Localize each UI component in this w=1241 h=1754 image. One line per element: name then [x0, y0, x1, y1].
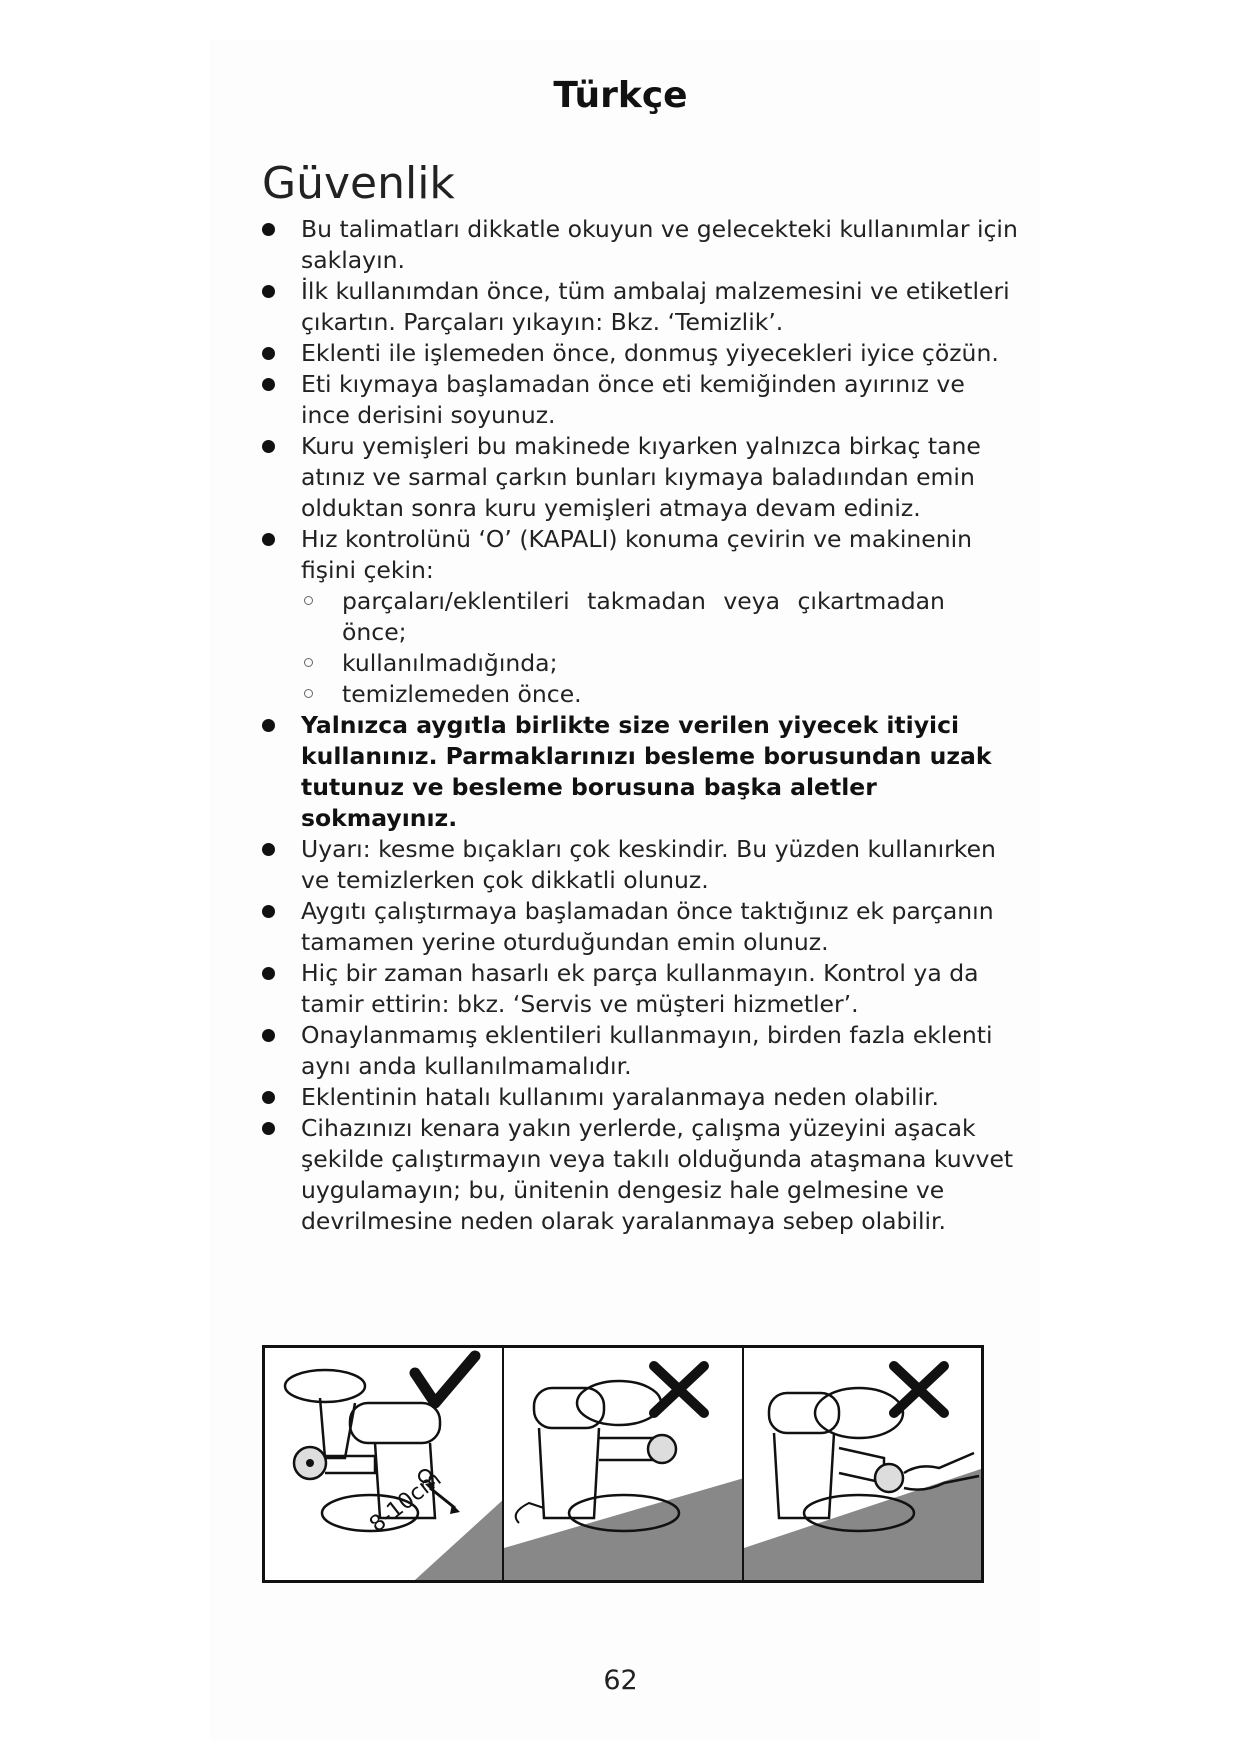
- panel-correct: [265, 1348, 504, 1580]
- language-heading: Türkçe: [553, 75, 688, 116]
- list-item: Eti kıymaya başlamadan önce eti kemiğinden ayırınız ve ince derisini soyunuz.: [260, 369, 1020, 431]
- section-title: Güvenlik: [262, 158, 455, 209]
- mixer-head: [350, 1403, 440, 1443]
- countertop-edge: [504, 1478, 743, 1580]
- circle-bullet-icon: [304, 596, 313, 605]
- distance-label: 8-10cm: [365, 1466, 447, 1538]
- list-item: Uyarı: kesme bıçakları çok keskindir. Bu yüzden kullanırken ve temizlerken çok dikkatli olunuz.: [260, 834, 1020, 896]
- bullet-icon: [262, 1029, 275, 1042]
- bullet-icon: [262, 843, 275, 856]
- mixer-correct-illustration: [265, 1348, 504, 1580]
- hand-illustration: [904, 1453, 974, 1473]
- list-item: İlk kullanımdan önce, tüm ambalaj malzemesini ve etiketleri çıkartın. Parçaları yıkayın: Bkz. ‘Temizlik’.: [260, 276, 1020, 338]
- list-item: Bu talimatları dikkatle okuyun ve gelecekteki kullanımlar için saklayın.: [260, 214, 1020, 276]
- bullet-icon: [262, 440, 275, 453]
- list-item: Onaylanmamış eklentileri kullanmayın, birden fazla eklenti aynı anda kullanılmamalıdır.: [260, 1020, 1020, 1082]
- list-item: Cihazınızı kenara yakın yerlerde, çalışma yüzeyini aşacak şekilde çalıştırmayın veya takılı olduğunda ataşmana kuvvet uygulamayın; bu, ünitenin dengesiz hale gelmesine ve devrilmesine neden olarak yaralanmaya sebep olabilir.: [260, 1113, 1020, 1237]
- countertop-edge: [744, 1468, 981, 1580]
- sub-list-item: kullanılmadığında;: [301, 648, 1020, 679]
- list-item: Kuru yemişleri bu makinede kıyarken yalnızca birkaç tane atınız ve sarmal çarkın bunları kıymaya baladıından emin olduktan sonra kuru yemişleri atmaya devam ediniz.: [260, 431, 1020, 524]
- cross-icon: [894, 1366, 944, 1413]
- grinder-plate: [648, 1435, 676, 1463]
- cross-icon: [654, 1366, 704, 1413]
- bullet-icon: [262, 1091, 275, 1104]
- mixer-force-illustration: [744, 1348, 981, 1580]
- panel-incorrect-cord: [504, 1348, 743, 1580]
- list-item: Hız kontrolünü ‘O’ (KAPALI) konuma çevirin ve makinenin fişini çekin: parçaları/eklentileri takmadan veya çıkartmadan önce; kullanılmadığında; temizlemeden önce.: [260, 524, 1020, 710]
- bullet-icon: [262, 378, 275, 391]
- sub-list: [301, 586, 1020, 710]
- hopper-tray: [285, 1370, 365, 1402]
- placement-illustration: [262, 1345, 984, 1583]
- circle-bullet-icon: [304, 689, 313, 698]
- checkmark-icon: [415, 1356, 475, 1403]
- bullet-icon: [262, 967, 275, 980]
- mixer-body: [774, 1433, 834, 1518]
- sub-list-item: temizlemeden önce.: [301, 679, 1020, 710]
- list-item: Aygıtı çalıştırmaya başlamadan önce taktığınız ek parçanın tamamen yerine oturduğundan emin olunuz.: [260, 896, 1020, 958]
- hopper-tray: [577, 1381, 661, 1425]
- bullet-icon: [262, 223, 275, 236]
- mixer-head: [534, 1388, 604, 1428]
- list-item: Eklenti ile işlemeden önce, donmuş yiyecekleri iyice çözün.: [260, 338, 1020, 369]
- mixer-body: [539, 1428, 599, 1518]
- bullet-icon: [262, 347, 275, 360]
- bullet-icon: [262, 285, 275, 298]
- bullet-icon: [262, 719, 275, 732]
- bullet-icon: [262, 905, 275, 918]
- sub-list-item: parçaları/eklentileri takmadan veya çıkartmadan önce;: [301, 586, 1020, 648]
- bullet-icon: [262, 1122, 275, 1135]
- panel-incorrect-force: [744, 1348, 981, 1580]
- safety-list: [260, 214, 1020, 1237]
- list-item-warning: Yalnızca aygıtla birlikte size verilen yiyecek itiyici kullanınız. Parmaklarınızı besleme borusundan uzak tutunuz ve besleme borusuna başka aletler sokmayınız.: [260, 710, 1020, 834]
- list-item: Hiç bir zaman hasarlı ek parça kullanmayın. Kontrol ya da tamir ettirin: bkz. ‘Servis ve müşteri hizmetler’.: [260, 958, 1020, 1020]
- mixer-cord-illustration: [504, 1348, 743, 1580]
- bullet-icon: [262, 533, 275, 546]
- mixer-head: [769, 1393, 839, 1433]
- grinder-plate: [875, 1464, 903, 1492]
- list-item: Eklentinin hatalı kullanımı yaralanmaya neden olabilir.: [260, 1082, 1020, 1113]
- page-number: 62: [603, 1665, 638, 1696]
- circle-bullet-icon: [304, 658, 313, 667]
- power-cord: [516, 1503, 544, 1523]
